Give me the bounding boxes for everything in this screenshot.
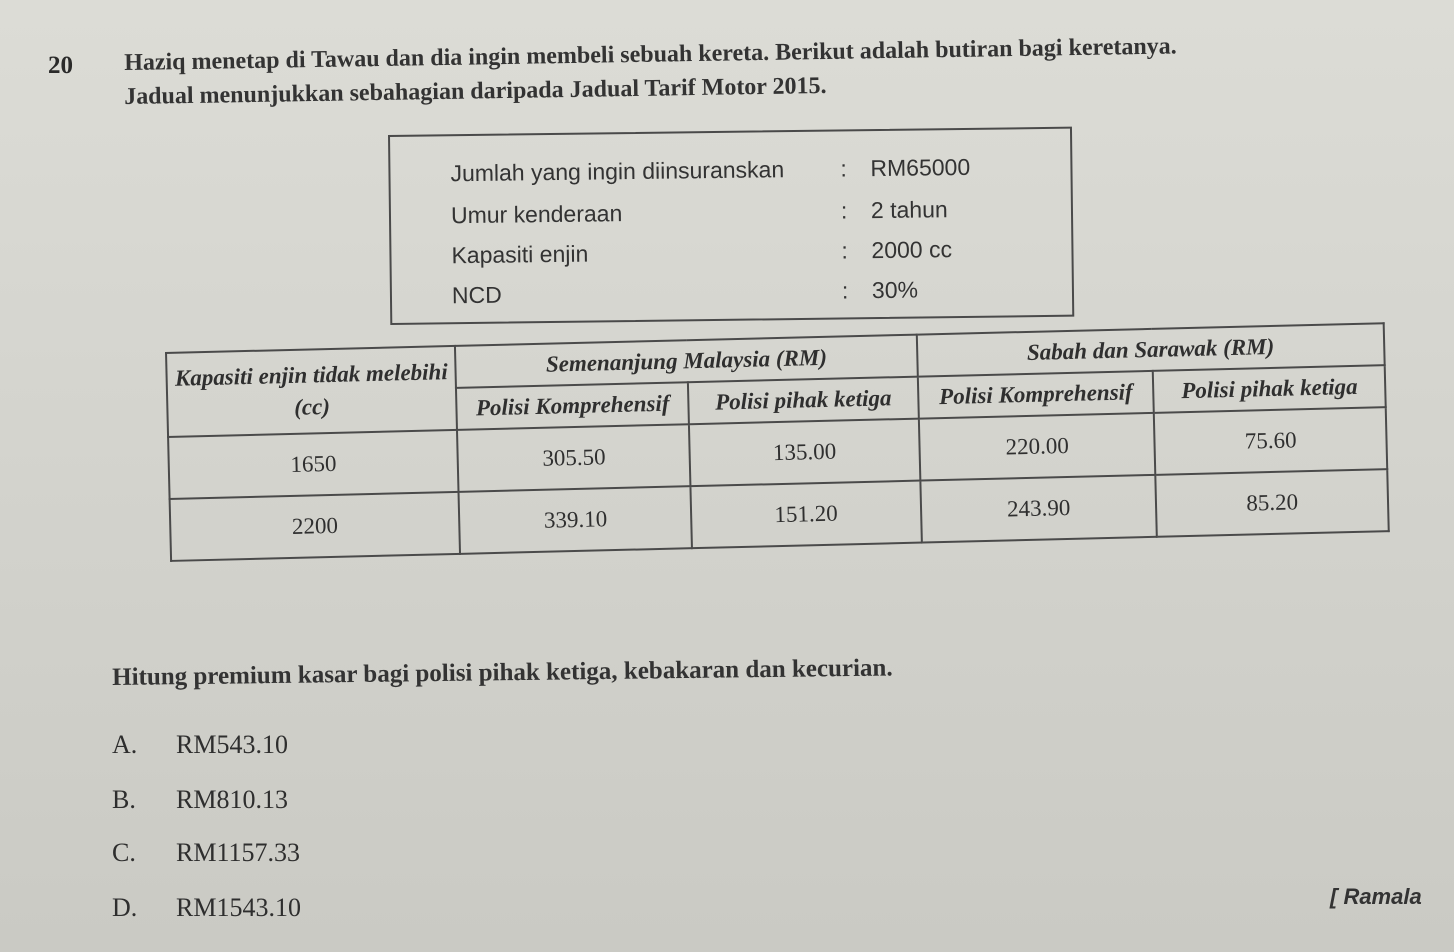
- option-a[interactable]: [112, 730, 288, 760]
- detail-row-engine-capacity: [451, 235, 1051, 276]
- cell-sm-comprehensive: 305.50: [457, 424, 690, 492]
- question-text-line1: Haziq menetap di Tawau dan dia ingin membeli sebuah kereta. Berikut adalah butiran bagi keretanya.: [124, 33, 1177, 76]
- option-letter: D.: [112, 893, 138, 922]
- option-letter: C.: [112, 838, 136, 867]
- cell-sm-third-party: 135.00: [689, 419, 920, 487]
- cell-ss-third-party: 75.60: [1154, 407, 1387, 475]
- detail-colon: :: [841, 277, 849, 304]
- header-ss-comprehensive: Polisi Komprehensif: [918, 371, 1155, 419]
- header-peninsular-malaysia: Semenanjung Malaysia (RM): [455, 335, 917, 388]
- header-sabah-sarawak: Sabah dan Sarawak (RM): [917, 323, 1385, 376]
- cell-ss-comprehensive: 220.00: [919, 413, 1156, 481]
- detail-row-ncd: [452, 275, 1052, 316]
- cell-ss-third-party: 85.20: [1156, 469, 1389, 537]
- cell-cc: 1650: [168, 430, 459, 499]
- header-sm-comprehensive: Polisi Komprehensif: [456, 382, 689, 430]
- footer-reference: [ Ramala: [1330, 884, 1422, 909]
- detail-value: 2000 cc: [871, 236, 953, 264]
- detail-value: 2 tahun: [870, 196, 948, 224]
- question-number: 20: [48, 52, 73, 79]
- option-letter: A.: [112, 730, 138, 759]
- detail-label: NCD: [451, 281, 502, 309]
- cell-sm-comprehensive: 339.10: [459, 486, 692, 554]
- detail-colon: :: [840, 197, 848, 224]
- option-d[interactable]: [112, 893, 301, 923]
- option-c[interactable]: [112, 838, 300, 868]
- motor-tariff-table: [165, 322, 1390, 562]
- question-prompt: Hitung premium kasar bagi polisi pihak ketiga, kebakaran dan kecurian.: [112, 654, 893, 691]
- detail-colon: :: [840, 155, 847, 182]
- cell-sm-third-party: 151.20: [691, 481, 922, 549]
- question-text-line2: Jadual menunjukkan sebahagian daripada Jadual Tarif Motor 2015.: [124, 72, 827, 110]
- cell-ss-comprehensive: 243.90: [920, 475, 1157, 543]
- header-ss-third-party: Polisi pihak ketiga: [1153, 365, 1386, 413]
- detail-value: 30%: [871, 276, 919, 304]
- detail-label: Kapasiti enjin: [451, 240, 589, 269]
- cell-cc: 2200: [170, 492, 461, 561]
- detail-label: Jumlah yang ingin diinsuranskan: [450, 156, 785, 187]
- option-text: RM1157.33: [176, 838, 300, 867]
- detail-label: Umur kenderaan: [450, 200, 623, 229]
- option-text: RM1543.10: [176, 893, 301, 922]
- option-text: RM810.13: [176, 785, 288, 814]
- car-details-box: [388, 127, 1074, 325]
- header-sm-third-party: Polisi pihak ketiga: [688, 377, 919, 425]
- option-b[interactable]: [112, 785, 288, 815]
- option-text: RM543.10: [176, 730, 288, 759]
- detail-row-sum-insured: [450, 153, 1050, 194]
- header-engine-capacity: Kapasiti enjin tidak melebihi (cc): [166, 346, 457, 437]
- option-letter: B.: [112, 785, 136, 814]
- detail-row-vehicle-age: [451, 195, 1051, 236]
- detail-colon: :: [841, 237, 848, 264]
- detail-value: RM65000: [870, 153, 971, 182]
